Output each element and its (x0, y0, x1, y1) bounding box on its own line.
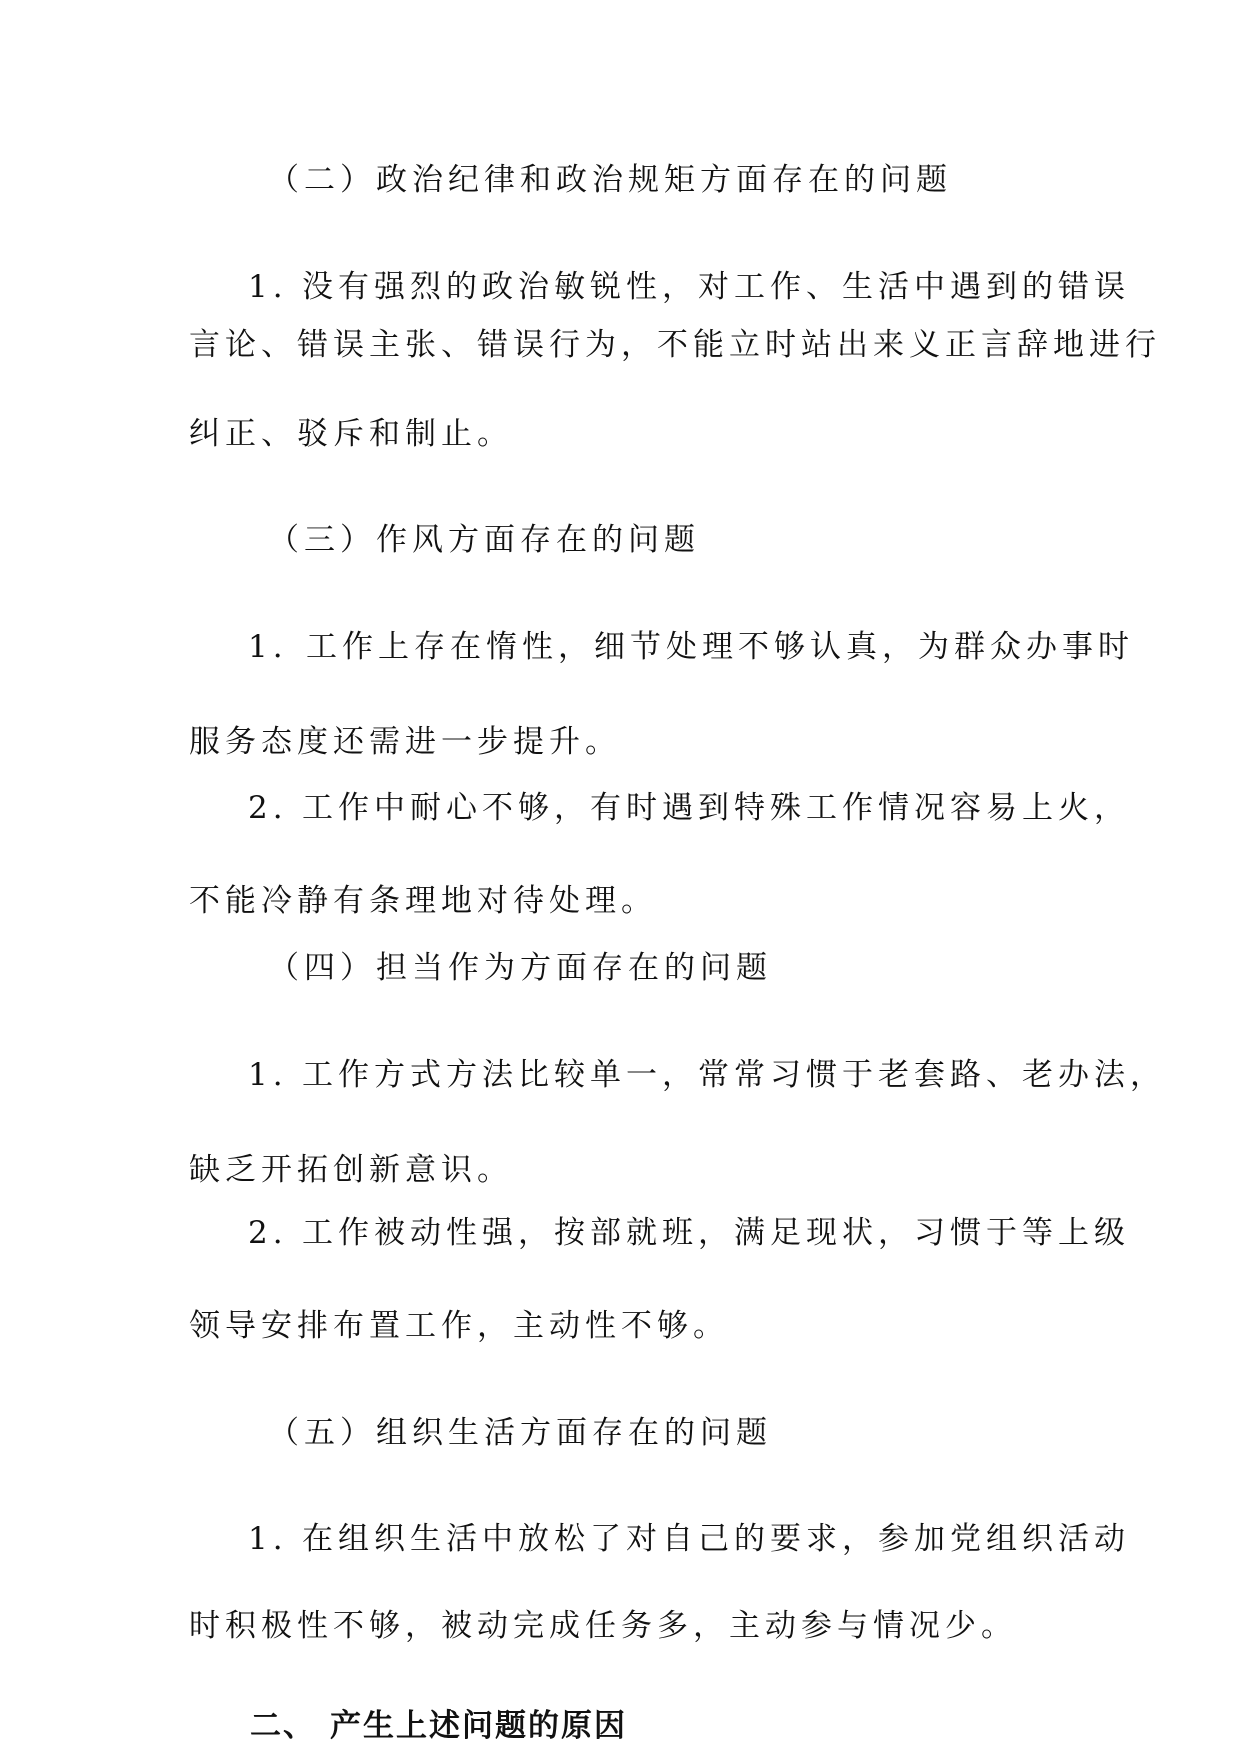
item-number: 1. (248, 629, 288, 665)
paragraph-line: 缺乏开拓创新意识。 (189, 1152, 513, 1188)
paragraph-line: 工作被动性强，按部就班，满足现状，习惯于等上级 (302, 1215, 1130, 1251)
part-heading-title: 产生上述问题的原因 (330, 1708, 627, 1744)
paragraph-line: 工作中耐心不够，有时遇到特殊工作情况容易上火， (302, 790, 1130, 826)
item-number: 1. (248, 269, 288, 305)
item-number: 2. (248, 790, 288, 826)
paragraph-line: 服务态度还需进一步提升。 (189, 724, 621, 760)
paragraph-line: 工作上存在惰性，细节处理不够认真，为群众办事时 (306, 629, 1134, 665)
paragraph-line: 没有强烈的政治敏锐性，对工作、生活中遇到的错误 (302, 269, 1130, 305)
paragraph-line: 工作方式方法比较单一，常常习惯于老套路、老办法， (302, 1057, 1166, 1093)
paragraph-line: 时积极性不够，被动完成任务多，主动参与情况少。 (189, 1608, 1017, 1644)
item-number: 1. (248, 1521, 288, 1557)
paragraph-line: 领导安排布置工作，主动性不够。 (189, 1308, 729, 1344)
paragraph-line: 言论、错误主张、错误行为，不能立时站出来义正言辞地进行 (189, 327, 1161, 363)
paragraph-line: 纠正、驳斥和制止。 (189, 416, 513, 452)
section-heading-4: （四）担当作为方面存在的问题 (268, 950, 772, 986)
section-heading-5: （五）组织生活方面存在的问题 (268, 1415, 772, 1451)
item-number: 2. (248, 1215, 288, 1251)
item-number: 1. (248, 1057, 288, 1093)
section-heading-3: （三）作风方面存在的问题 (268, 522, 700, 558)
part-heading-number: 二、 (250, 1708, 316, 1744)
section-heading-2: （二）政治纪律和政治规矩方面存在的问题 (268, 162, 952, 198)
paragraph-line: 不能冷静有条理地对待处理。 (189, 883, 657, 919)
paragraph-line: 在组织生活中放松了对自己的要求，参加党组织活动 (302, 1521, 1130, 1557)
